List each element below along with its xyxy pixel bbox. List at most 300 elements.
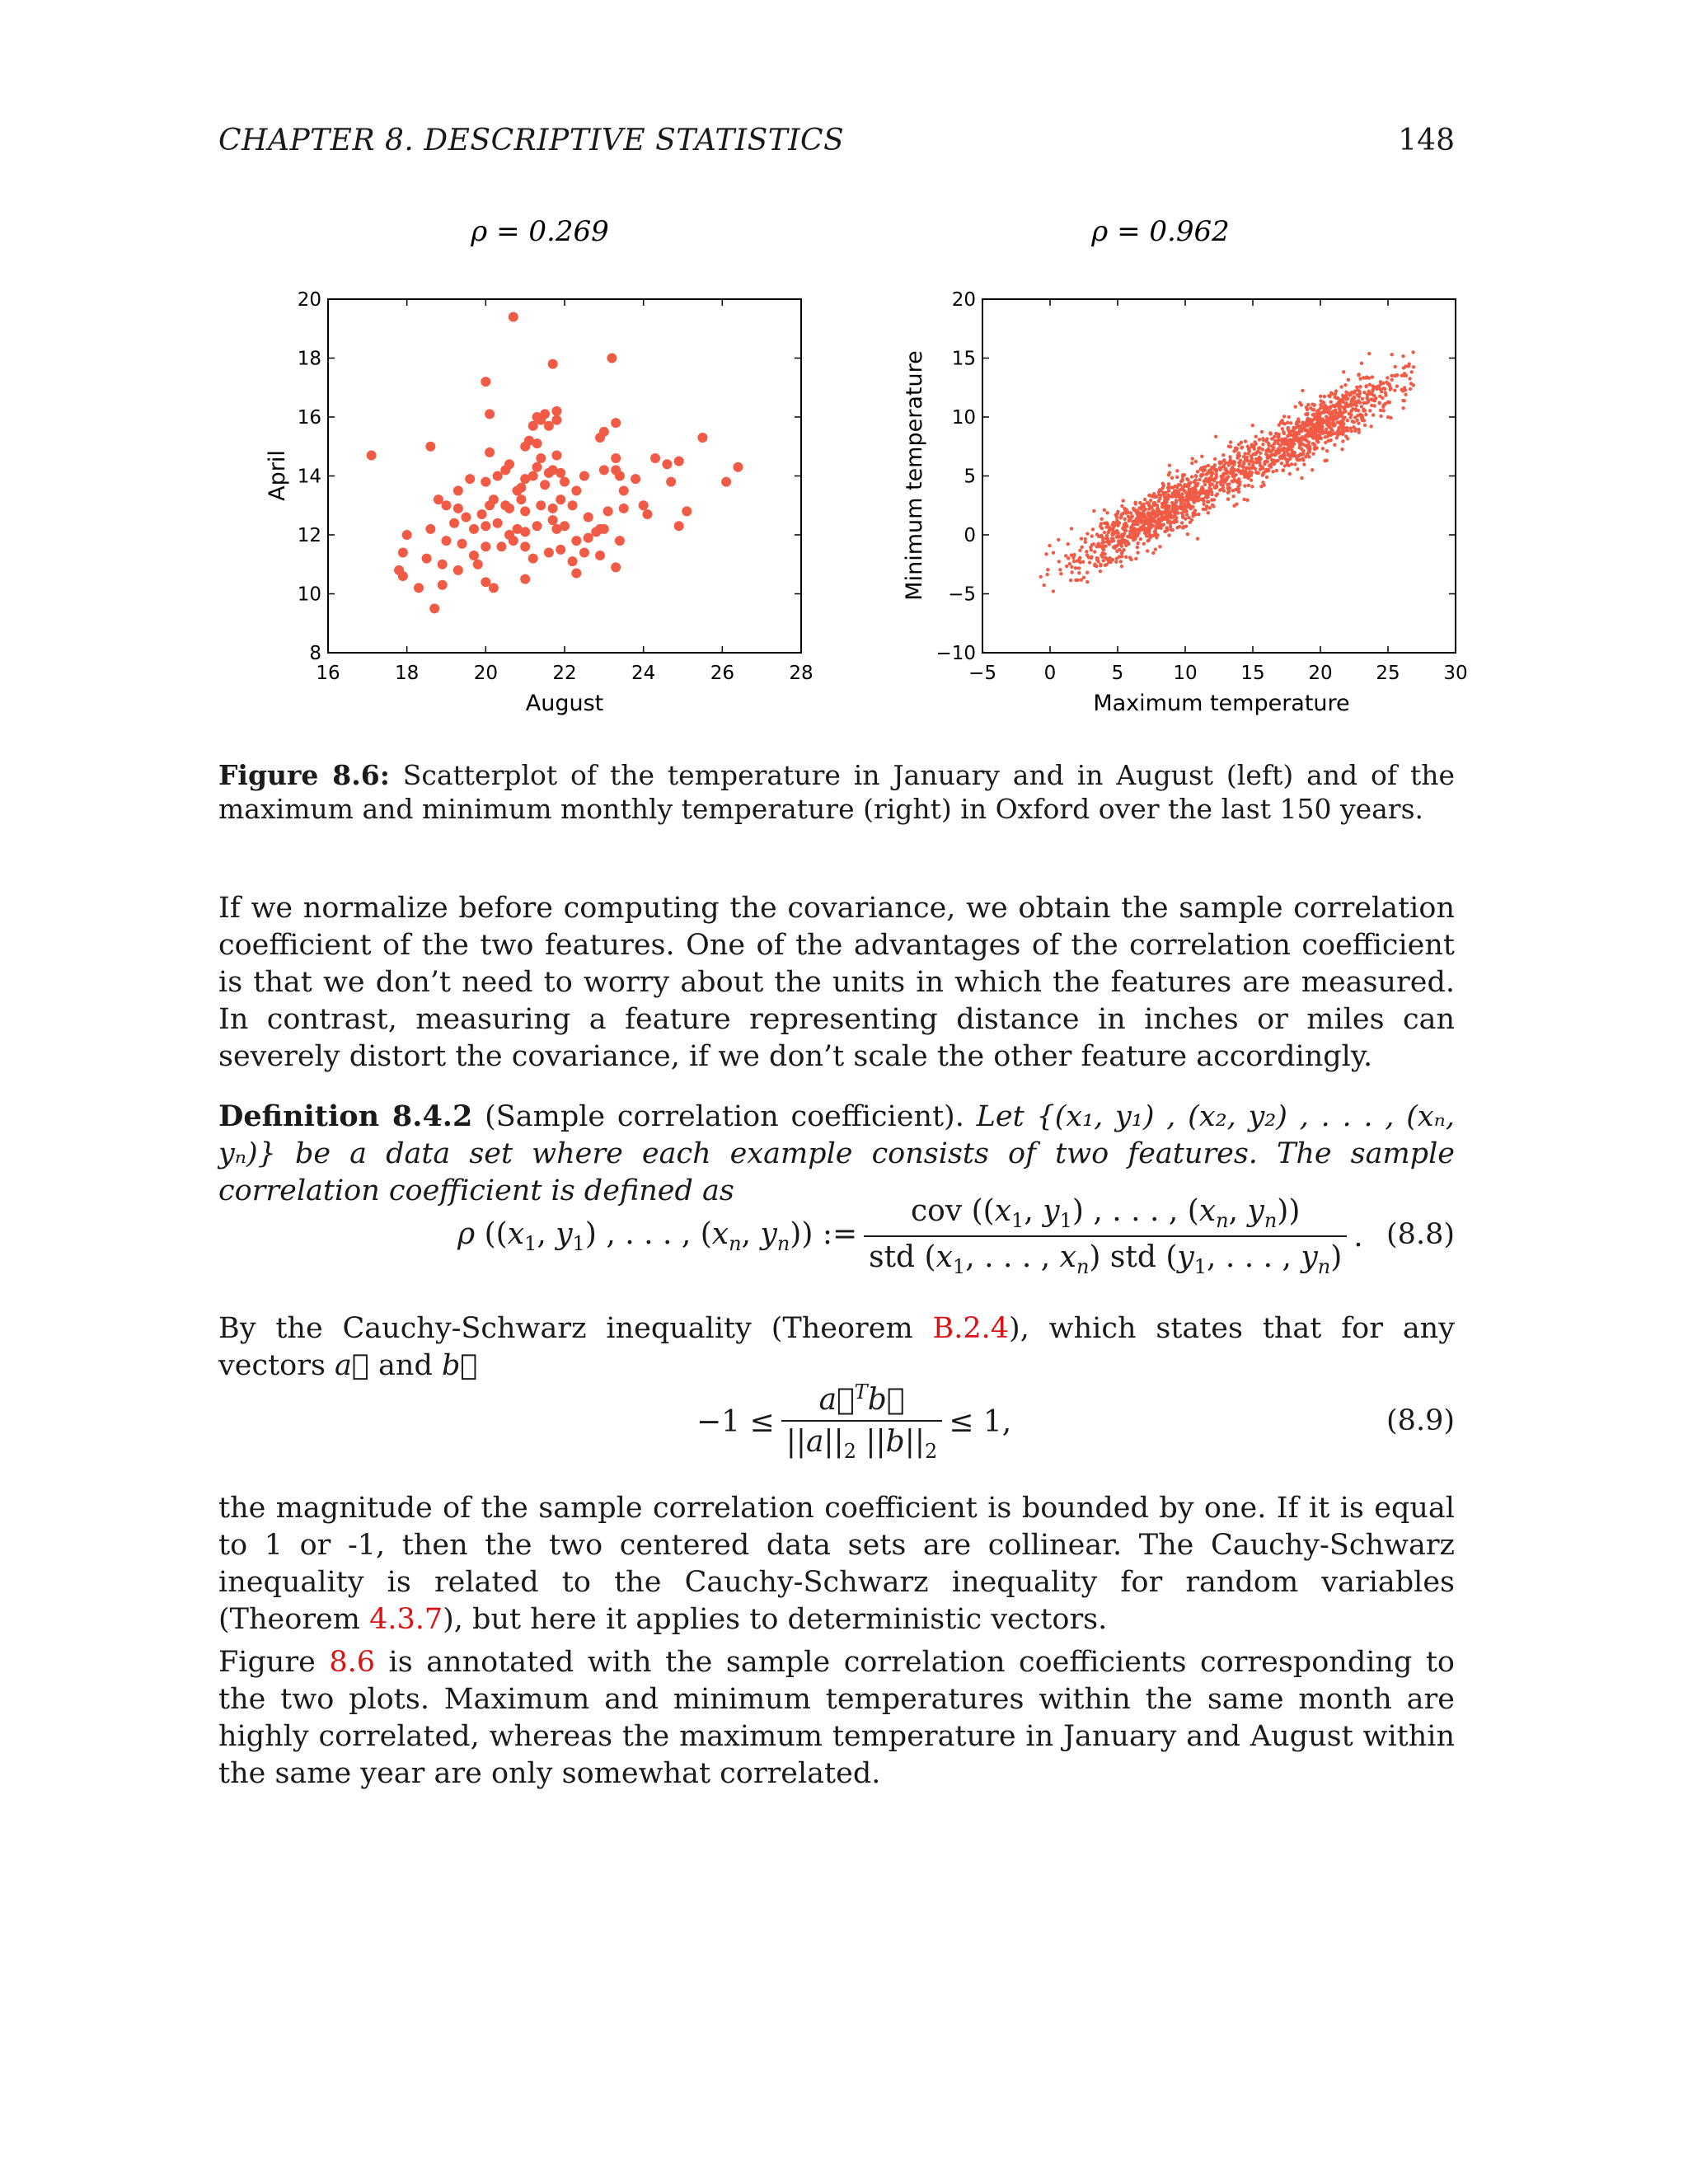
right-plot-point [1412, 365, 1415, 368]
left-plot-point [544, 468, 554, 478]
right-plot-point [1127, 515, 1130, 518]
chapter-title: CHAPTER 8. DESCRIPTIVE STATISTICS [218, 124, 845, 157]
right-plot-point [1349, 409, 1353, 412]
right-plot-point [1116, 531, 1119, 534]
right-plot-point [1207, 464, 1210, 467]
right-plot-point [1241, 464, 1245, 467]
right-plot-point [1116, 510, 1119, 513]
right-plot-point [1306, 443, 1310, 447]
right-plot-point [1367, 400, 1370, 403]
right-plot-point [1262, 483, 1265, 486]
left-plot-point [524, 436, 534, 446]
right-plot-point [1319, 429, 1322, 433]
right-plot-point [1059, 572, 1062, 575]
right-plot-point [1080, 546, 1083, 549]
left-plot-point [544, 547, 554, 557]
right-plot-point [1305, 439, 1308, 443]
right-plot-point [1360, 362, 1363, 365]
right-plot-point [1138, 517, 1142, 520]
right-plot-point [1306, 434, 1310, 438]
right-plot-point [1386, 376, 1389, 379]
right-plot-point [1393, 388, 1396, 391]
right-plot-point [1311, 423, 1315, 426]
right-plot-point [1347, 378, 1350, 382]
right-plot-point [1365, 375, 1368, 378]
right-plot-point [1120, 504, 1123, 508]
right-plot-point [1213, 463, 1217, 466]
right-plot-point [1363, 424, 1367, 427]
right-plot-point [1139, 507, 1142, 510]
right-plot-point [1401, 354, 1404, 358]
right-plot-point [1070, 570, 1073, 574]
right-plot-point [1084, 541, 1087, 544]
left-plot-point [520, 474, 530, 484]
right-plot-ytick-label: 5 [964, 466, 976, 488]
left-plot-point [571, 568, 581, 578]
right-plot-point [1266, 454, 1269, 457]
right-plot-point [1103, 552, 1106, 555]
right-plot-point [1358, 385, 1362, 388]
right-plot-point [1159, 489, 1162, 492]
right-plot-point [1229, 440, 1232, 443]
right-plot-point [1162, 511, 1165, 514]
right-plot-point [1333, 432, 1336, 435]
left-plot-ytick-label: 10 [297, 583, 321, 606]
right-plot-point [1120, 565, 1123, 568]
equation-8-8-number: (8.8) [1386, 1218, 1455, 1251]
right-plot-point [1315, 415, 1318, 418]
right-plot-point [1309, 406, 1312, 410]
left-plot-point [425, 524, 435, 534]
right-plot-point [1175, 476, 1179, 479]
right-plot-point [1175, 500, 1178, 504]
left-plot-point [532, 521, 542, 531]
caption-label: Figure 8.6: [218, 759, 390, 791]
right-plot-point [1173, 521, 1176, 524]
right-plot-point [1323, 435, 1326, 438]
right-plot-point [1344, 391, 1348, 394]
left-plot-point [453, 565, 463, 575]
right-plot-point [1302, 437, 1306, 440]
right-plot-point [1265, 476, 1268, 479]
left-plot-point [599, 524, 609, 534]
right-plot-point [1230, 480, 1233, 483]
left-plot-point [642, 509, 652, 519]
left-plot-point [453, 504, 463, 513]
right-plot-point [1298, 401, 1301, 405]
right-plot-point [1283, 464, 1287, 467]
left-plot-ylabel: April [265, 450, 290, 501]
right-plot-xtick-label: 30 [1443, 663, 1468, 684]
right-plot-point [1340, 448, 1343, 451]
right-plot-point [1301, 458, 1305, 462]
right-plot-point [1104, 563, 1108, 566]
right-plot-point [1196, 482, 1199, 485]
right-plot-point [1244, 439, 1247, 443]
left-plot-point [398, 547, 408, 557]
left-plot-point [579, 547, 589, 557]
right-plot-point [1105, 534, 1109, 537]
right-plot-point [1311, 452, 1315, 455]
right-plot-point [1381, 405, 1385, 408]
right-plot-point [1254, 434, 1258, 438]
theorem-4-3-7-link[interactable]: 4.3.7 [369, 1603, 443, 1636]
right-plot-point [1403, 386, 1406, 389]
right-plot-point [1214, 435, 1217, 438]
right-plot-point [1156, 509, 1159, 512]
right-plot-point [1312, 443, 1315, 446]
right-plot-point [1379, 380, 1382, 383]
right-plot-point [1085, 550, 1088, 553]
left-plot-point [434, 494, 443, 504]
right-plot-point [1052, 589, 1055, 593]
right-plot-point [1109, 560, 1112, 564]
right-plot-point [1159, 494, 1162, 497]
right-plot-point [1175, 526, 1179, 529]
right-plot-point [1264, 460, 1268, 463]
right-plot-point [1324, 441, 1327, 444]
left-plot-point [536, 453, 546, 463]
right-plot-point [1295, 422, 1298, 425]
left-plot-point [674, 521, 684, 531]
right-plot-point [1282, 456, 1286, 459]
right-plot-point [1197, 513, 1200, 516]
right-plot-point [1236, 453, 1240, 457]
right-plot [902, 215, 1468, 716]
right-plot-point [1250, 485, 1254, 488]
left-plot-point [584, 513, 593, 523]
right-plot-point [1214, 494, 1217, 497]
left-plot-point [611, 453, 621, 463]
right-plot-point [1307, 455, 1311, 458]
right-plot-point [1333, 443, 1336, 447]
left-plot-point [442, 500, 452, 510]
left-plot-point [493, 518, 503, 528]
right-plot-point [1175, 469, 1179, 472]
right-plot-point [1312, 408, 1315, 411]
right-plot-point [1355, 401, 1358, 404]
right-plot-point [1315, 434, 1318, 437]
right-plot-point [1190, 462, 1193, 465]
right-plot-point [1193, 493, 1197, 496]
right-plot-point [1155, 536, 1158, 539]
right-plot-point [1268, 431, 1272, 434]
right-plot-point [1366, 396, 1369, 400]
right-plot-point [1209, 483, 1212, 486]
right-plot-point [1250, 454, 1253, 457]
right-plot-point [1226, 476, 1230, 479]
right-plot-point [1173, 514, 1176, 518]
right-plot-point [1250, 471, 1254, 474]
right-plot-point [1343, 383, 1347, 387]
right-plot-point [1339, 385, 1343, 388]
right-plot-point [1184, 495, 1188, 499]
right-plot-point [1187, 516, 1190, 519]
left-plot-point [560, 477, 570, 487]
left-plot-point [551, 524, 561, 534]
right-plot-point [1366, 393, 1369, 396]
right-plot-point [1149, 499, 1152, 502]
left-plot-point [595, 551, 605, 560]
right-plot-point [1268, 464, 1271, 467]
right-plot-point [1124, 555, 1128, 559]
right-plot-point [1202, 508, 1205, 511]
equation-8-9-number: (8.9) [1386, 1404, 1455, 1437]
right-plot-point [1348, 393, 1352, 396]
left-plot-point [453, 485, 463, 495]
right-plot-point [1101, 559, 1104, 562]
paragraph-3 [218, 1490, 1455, 1638]
right-plot-point [1198, 478, 1201, 481]
right-plot-point [1118, 516, 1122, 519]
right-plot-point [1085, 532, 1089, 535]
right-plot-point [1367, 390, 1371, 393]
right-plot-point [1306, 408, 1309, 411]
right-plot-point [1339, 405, 1342, 408]
right-plot-point [1364, 413, 1367, 416]
figure-svg [247, 206, 1484, 733]
left-plot-point [611, 562, 621, 572]
theorem-b-2-4-link[interactable]: B.2.4 [932, 1312, 1010, 1345]
right-plot-point [1369, 424, 1372, 428]
right-plot-point [1205, 496, 1208, 499]
right-plot-point [1084, 537, 1087, 541]
right-plot-point [1096, 560, 1100, 563]
right-plot-point [1251, 461, 1254, 464]
right-plot-point [1211, 471, 1214, 475]
right-plot-point [1197, 495, 1200, 499]
figure-caption [218, 758, 1455, 826]
right-plot-point [1187, 499, 1190, 502]
right-plot-point [1227, 445, 1231, 448]
right-plot-point [1393, 365, 1396, 368]
left-plot-ytick-label: 16 [297, 407, 321, 429]
right-plot-point [1216, 481, 1219, 485]
left-plot-point [540, 480, 550, 490]
right-plot-point [1324, 406, 1327, 410]
right-plot-point [1170, 514, 1173, 518]
right-plot-point [1349, 413, 1353, 416]
left-plot-point [425, 442, 435, 452]
left-plot-point [473, 560, 483, 569]
right-plot-xtick-label: 0 [1043, 663, 1057, 684]
left-plot-point [619, 504, 629, 513]
right-plot-point [1121, 537, 1124, 541]
right-plot-point [1125, 540, 1128, 543]
right-plot-point [1211, 477, 1214, 480]
right-plot-point [1287, 415, 1291, 419]
right-plot-frame [982, 299, 1456, 653]
figure-8-6 [247, 206, 1484, 733]
right-plot-point [1237, 490, 1240, 494]
right-plot-point [1096, 545, 1100, 548]
right-plot-point [1167, 482, 1170, 485]
right-plot-point [1156, 523, 1159, 527]
right-plot-point [1278, 455, 1282, 458]
right-plot-point [1066, 542, 1069, 546]
left-plot-point [438, 580, 448, 590]
left-plot-point [568, 556, 578, 566]
left-plot-point [615, 536, 625, 546]
right-plot-point [1244, 474, 1247, 477]
left-plot-point [536, 500, 546, 510]
right-plot-point [1261, 448, 1264, 451]
left-plot-ytick-label: 8 [309, 643, 321, 664]
right-plot-point [1257, 457, 1260, 461]
right-plot-point [1219, 480, 1222, 484]
right-plot-point [1246, 445, 1250, 448]
right-plot-xtick-label: 10 [1173, 663, 1198, 684]
right-plot-point [1323, 395, 1326, 398]
left-plot-point [599, 465, 609, 475]
right-plot-point [1276, 459, 1279, 462]
right-plot-point [1226, 483, 1229, 486]
left-plot-point [429, 603, 439, 613]
right-plot-point [1194, 474, 1198, 477]
right-plot-point [1235, 503, 1238, 506]
right-plot-point [1079, 579, 1082, 582]
right-plot-point [1270, 444, 1273, 448]
right-plot-point [1100, 553, 1103, 556]
right-plot-point [1393, 374, 1396, 377]
right-plot-point [1074, 566, 1077, 569]
right-plot-point [1199, 498, 1203, 501]
equation-8-9 [218, 1376, 1455, 1467]
right-plot-point [1092, 509, 1095, 513]
para3-a: the magnitude of the sample correlation coefficient is bounded by one. If it is equal to 1 or -1, then the two centered data sets are collinear. The Cauchy-Schwarz inequality is related to the Cauchy-Schwarz inequality for random variables (Theorem [218, 1492, 1455, 1636]
right-plot-point [1315, 446, 1318, 449]
right-plot-point [1257, 447, 1260, 450]
right-plot-point [1254, 452, 1257, 456]
right-plot-point [1147, 507, 1151, 510]
right-plot-point [1282, 432, 1286, 435]
right-plot-point [1280, 462, 1283, 465]
right-plot-point [1120, 533, 1123, 537]
right-plot-point [1286, 426, 1289, 429]
right-plot-point [1364, 384, 1367, 387]
definition-8-4-2 [218, 1098, 1455, 1210]
left-plot-point [500, 465, 510, 475]
right-plot-point [1195, 499, 1198, 502]
right-plot-point [1297, 430, 1301, 434]
right-plot-point [1240, 441, 1243, 444]
left-plot-ytick-label: 20 [297, 289, 321, 311]
right-plot-point [1076, 579, 1079, 582]
right-plot-point [1243, 452, 1246, 455]
right-plot-point [1105, 511, 1109, 514]
right-plot-point [1362, 401, 1365, 405]
left-plot-point [520, 506, 530, 516]
right-plot-point [1124, 529, 1128, 532]
right-plot-point [1072, 560, 1076, 563]
right-plot-point [1120, 555, 1123, 558]
right-plot-point [1226, 491, 1230, 494]
right-plot-point [1158, 522, 1161, 525]
right-plot-point [1099, 569, 1102, 573]
right-plot-point [1218, 489, 1221, 492]
right-plot-point [1404, 392, 1407, 396]
right-plot-point [1057, 538, 1060, 541]
right-plot-point [1071, 556, 1075, 560]
right-plot-point [1258, 438, 1261, 441]
right-plot-point [1240, 446, 1244, 449]
right-plot-ytick-label: 10 [951, 407, 976, 429]
right-plot-point [1244, 457, 1247, 461]
right-plot-ytick-label: −5 [948, 583, 976, 606]
right-plot-point [1154, 531, 1157, 534]
right-plot-point [1052, 551, 1055, 554]
right-plot-point [1315, 421, 1319, 424]
right-plot-point [1136, 551, 1139, 554]
right-plot-point [1271, 470, 1274, 473]
left-plot-point [584, 533, 593, 543]
left-plot-point [485, 409, 495, 419]
right-plot-point [1104, 525, 1108, 528]
right-plot-point [1355, 386, 1358, 389]
left-plot-xtick-label: 24 [631, 663, 656, 684]
right-plot-point [1377, 401, 1381, 405]
right-plot-point [1088, 560, 1091, 564]
left-plot-point [461, 513, 471, 523]
right-plot-point [1234, 447, 1237, 450]
right-plot-point [1329, 401, 1333, 404]
right-plot-point [1067, 556, 1070, 560]
right-plot-point [1245, 499, 1249, 502]
right-plot-point [1237, 470, 1240, 473]
left-plot-xtick-label: 26 [710, 663, 734, 684]
paragraph-4 [218, 1644, 1455, 1793]
right-plot-point [1172, 511, 1175, 514]
right-plot-point [1204, 491, 1207, 494]
right-plot-point [1231, 494, 1235, 498]
left-plot-point [544, 421, 554, 431]
right-plot-point [1170, 528, 1173, 532]
right-plot-point [1289, 421, 1292, 424]
right-plot-point [1344, 401, 1348, 405]
right-plot-point [1191, 457, 1194, 460]
right-plot-point [1102, 541, 1105, 544]
right-plot-point [1103, 531, 1106, 534]
right-plot-point [1261, 472, 1264, 476]
left-plot-point [442, 536, 452, 546]
right-plot-point [1325, 420, 1329, 424]
right-plot-point [1131, 536, 1134, 539]
right-plot-point [1193, 511, 1196, 514]
figure-8-6-link[interactable]: 8.6 [329, 1646, 376, 1679]
right-plot-point [1254, 467, 1257, 471]
right-plot-point [1352, 425, 1355, 429]
right-plot-point [1196, 470, 1199, 473]
right-plot-point [1046, 568, 1049, 571]
left-plot-point [548, 504, 558, 513]
right-plot-xtick-label: 5 [1111, 663, 1124, 684]
right-plot-point [1322, 401, 1325, 404]
right-plot-point [1378, 387, 1381, 391]
right-plot-point [1153, 520, 1156, 523]
right-plot-point [1228, 455, 1231, 458]
right-plot-point [1388, 401, 1391, 404]
right-plot-point [1367, 352, 1371, 355]
right-plot-point [1167, 519, 1170, 523]
right-plot-point [1286, 434, 1289, 438]
right-plot-point [1196, 537, 1199, 540]
right-plot-point [1287, 464, 1290, 467]
right-plot-ytick-label: 15 [951, 348, 976, 370]
right-plot-point [1288, 455, 1292, 458]
right-plot-point [1282, 415, 1286, 418]
right-plot-point [1139, 537, 1142, 541]
right-plot-point [1203, 480, 1206, 483]
